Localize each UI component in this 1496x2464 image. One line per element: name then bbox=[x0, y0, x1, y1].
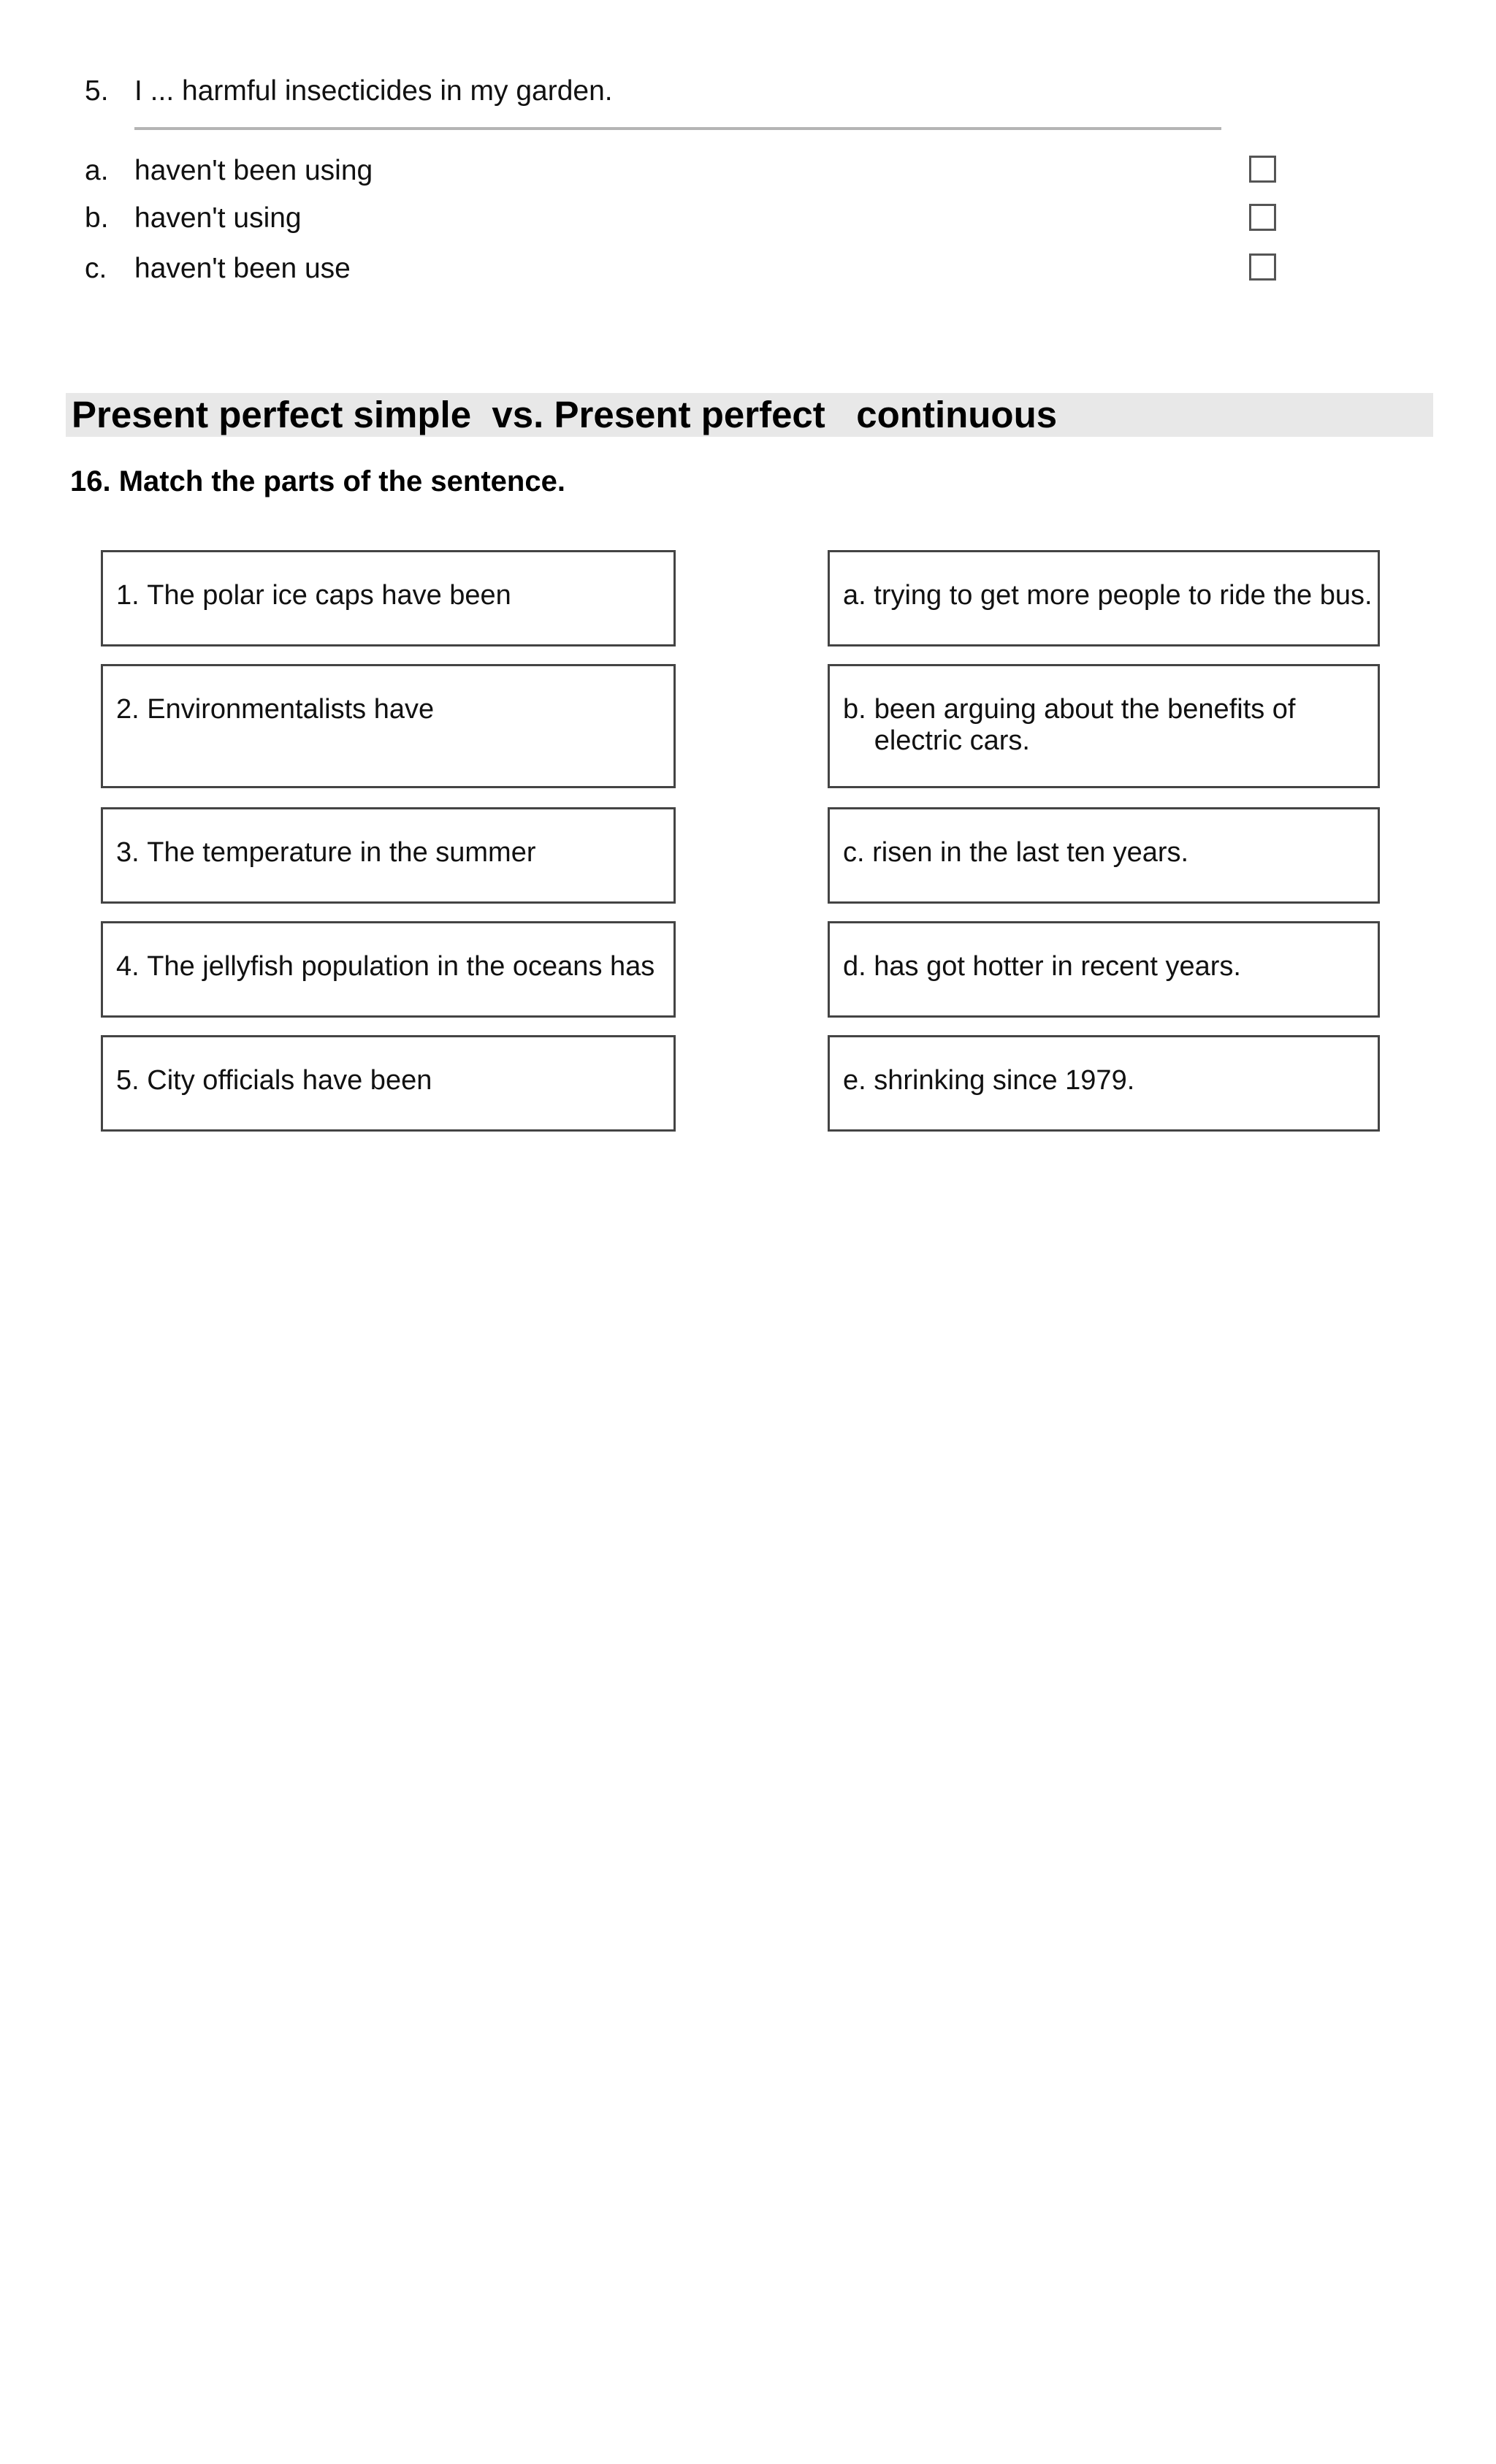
match-left-2-text: Environmentalists have bbox=[147, 694, 435, 725]
option-b-letter: b. bbox=[85, 202, 109, 234]
match-right-c[interactable] bbox=[828, 807, 1380, 904]
match-left-3[interactable] bbox=[101, 807, 676, 904]
match-left-4-prefix: 4. bbox=[116, 951, 140, 982]
question-number: 5. bbox=[85, 75, 109, 107]
match-right-b-text: been arguing about the benefits of electric cars. bbox=[874, 694, 1296, 756]
match-right-d[interactable] bbox=[828, 921, 1380, 1018]
section-title: Present perfect simple vs. Present perfect continuous bbox=[72, 394, 1058, 435]
option-a-text: haven't been using bbox=[134, 155, 373, 186]
match-left-1-prefix: 1. bbox=[116, 580, 140, 611]
match-right-a-prefix: a. bbox=[843, 580, 866, 611]
question-text: I ... harmful insecticides in my garden. bbox=[134, 75, 613, 107]
match-left-2[interactable] bbox=[101, 664, 676, 788]
match-right-d-prefix: d. bbox=[843, 951, 866, 982]
match-right-c-text: risen in the last ten years. bbox=[872, 837, 1189, 868]
match-right-e-prefix: e. bbox=[843, 1065, 866, 1096]
match-left-2-prefix: 2. bbox=[116, 694, 140, 725]
match-left-4[interactable] bbox=[101, 921, 676, 1018]
match-left-1[interactable] bbox=[101, 550, 676, 646]
match-right-e-text: shrinking since 1979. bbox=[874, 1065, 1135, 1096]
option-a-checkbox[interactable] bbox=[1249, 156, 1276, 183]
exercise-instruction: 16. Match the parts of the sentence. bbox=[70, 465, 565, 497]
answer-divider bbox=[134, 127, 1221, 130]
match-left-4-text: The jellyfish population in the oceans has bbox=[147, 951, 655, 982]
match-right-b-prefix: b. bbox=[843, 694, 866, 725]
option-b-text: haven't using bbox=[134, 202, 302, 234]
match-left-1-text: The polar ice caps have been bbox=[147, 580, 511, 611]
match-left-5-prefix: 5. bbox=[116, 1065, 140, 1096]
match-left-5-text: City officials have been bbox=[147, 1065, 432, 1096]
match-right-a[interactable] bbox=[828, 550, 1380, 646]
option-b-checkbox[interactable] bbox=[1249, 204, 1276, 231]
match-right-c-prefix: c. bbox=[843, 837, 865, 868]
match-left-5[interactable] bbox=[101, 1035, 676, 1132]
option-c-text: haven't been use bbox=[134, 253, 351, 284]
option-c-checkbox[interactable] bbox=[1249, 253, 1276, 281]
match-left-3-text: The temperature in the summer bbox=[147, 837, 536, 868]
match-right-a-text: trying to get more people to ride the bus. bbox=[874, 580, 1373, 611]
section-header bbox=[66, 393, 1433, 437]
option-c-letter: c. bbox=[85, 253, 107, 284]
option-a-letter: a. bbox=[85, 155, 109, 186]
match-right-b[interactable] bbox=[828, 664, 1380, 788]
match-right-d-text: has got hotter in recent years. bbox=[874, 951, 1241, 982]
match-left-3-prefix: 3. bbox=[116, 837, 140, 868]
match-right-e[interactable] bbox=[828, 1035, 1380, 1132]
